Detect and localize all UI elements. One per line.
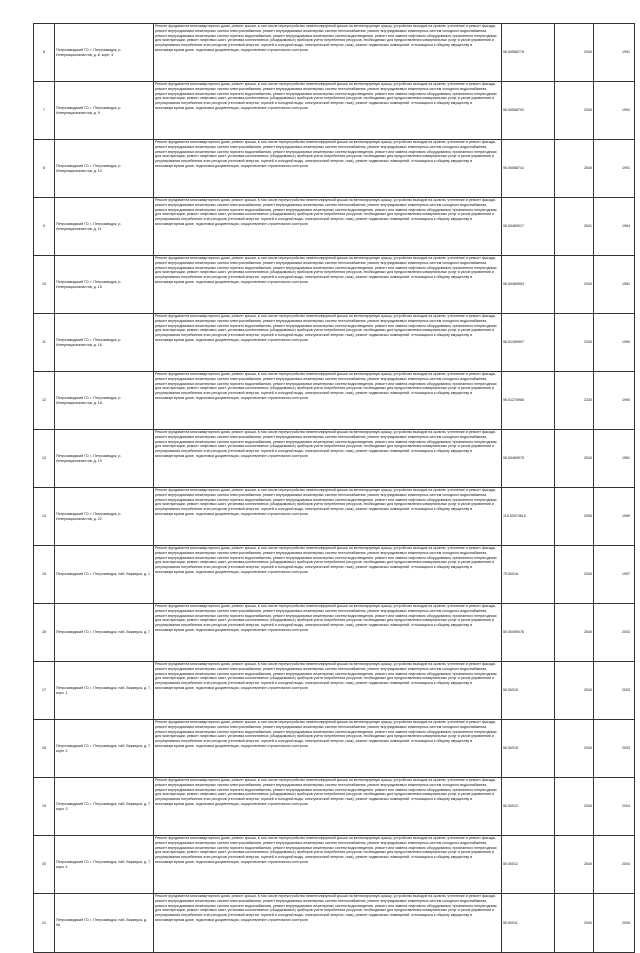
work-types-cell: Ремонт фундамента многоквартирного дома, ремонт крыши, в том числе переустройство невентилируемой крыши на вентилируемую крышу, устройство выходов на кровлю, утепление и ремонт фасада, ремонт внутридомовых инженерных систем электроснабжения, ремонт внутридомовых инженерных систем теплоснабжения, ремонт внутридомовых инженерных систем холодного водоснабжения, ремонт внутридомовых инженерных систем горячего водоснабжения, ремонт внутридомовых инженерных систем водоотведения, ремонт или замена лифтового оборудования, признанного непригодным для эксплуатации, ремонт лифтовых шахт, установка коллективных (общедомовых) приборов учета потребления ресурсов, необходимых для предоставления коммунальных услуг и узлов управления и регулирования потребления этих ресурсов (тепловой энергии, горячей и холодной воды, электрической энергии, газа), ремонт подвальных помещений, относящихся к общему имуществу в многоквартирном доме, подготовка документации, осуществление строительного контроля <box>154 894 502 953</box>
cadastral-cell: 50.50011 <box>502 894 555 953</box>
row-number-cell: 17 <box>34 662 55 720</box>
area-cell: 2540 <box>555 836 594 894</box>
year-cell: 1997 <box>594 546 635 604</box>
area-cell: 2540 <box>555 546 594 604</box>
table-row <box>34 894 635 953</box>
year-cell: 1990 <box>594 372 635 430</box>
address-cell: Петрозаводский ГО, г. Петрозаводск, наб. Варкауса, д. 1 <box>55 546 154 604</box>
address-cell: Петрозаводский ГО, г. Петрозаводск, р. Интернационалистов, д. 11 <box>55 198 154 256</box>
row-number-cell: 10 <box>34 256 55 314</box>
address-cell: Петрозаводский ГО, г. Петрозаводск, р. Интернационалистов, д. 8, корп. 4 <box>55 24 154 82</box>
work-types-cell: Ремонт фундамента многоквартирного дома, ремонт крыши, в том числе переустройство невентилируемой крыши на вентилируемую крышу, устройство выходов на кровлю, утепление и ремонт фасада, ремонт внутридомовых инженерных систем электроснабжения, ремонт внутридомовых инженерных систем теплоснабжения, ремонт внутридомовых инженерных систем холодного водоснабжения, ремонт внутридомовых инженерных систем горячего водоснабжения, ремонт внутридомовых инженерных систем водоотведения, ремонт или замена лифтового оборудования, признанного непригодным для эксплуатации, ремонт лифтовых шахт, установка коллективных (общедомовых) приборов учета потребления ресурсов, необходимых для предоставления коммунальных услуг и узлов управления и регулирования потребления этих ресурсов (тепловой энергии, горячей и холодной воды, электрической энергии, газа), ремонт подвальных помещений, относящихся к общему имуществу в многоквартирном доме, подготовка документации, осуществление строительного контроля <box>154 314 502 372</box>
work-types-cell: Ремонт фундамента многоквартирного дома, ремонт крыши, в том числе переустройство невентилируемой крыши на вентилируемую крышу, устройство выходов на кровлю, утепление и ремонт фасада, ремонт внутридомовых инженерных систем электроснабжения, ремонт внутридомовых инженерных систем теплоснабжения, ремонт внутридомовых инженерных систем холодного водоснабжения, ремонт внутридомовых инженерных систем горячего водоснабжения, ремонт внутридомовых инженерных систем водоотведения, ремонт или замена лифтового оборудования, признанного непригодным для эксплуатации, ремонт лифтовых шахт, установка коллективных (общедомовых) приборов учета потребления ресурсов, необходимых для предоставления коммунальных услуг и узлов управления и регулирования потребления этих ресурсов (тепловой энергии, горячей и холодной воды, электрической энергии, газа), ремонт подвальных помещений, относящихся к общему имуществу в многоквартирном доме, подготовка документации, осуществление строительного контроля <box>154 662 502 720</box>
work-types-cell: Ремонт фундамента многоквартирного дома, ремонт крыши, в том числе переустройство невентилируемой крыши на вентилируемую крышу, устройство выходов на кровлю, утепление и ремонт фасада, ремонт внутридомовых инженерных систем электроснабжения, ремонт внутридомовых инженерных систем теплоснабжения, ремонт внутридомовых инженерных систем холодного водоснабжения, ремонт внутридомовых инженерных систем горячего водоснабжения, ремонт внутридомовых инженерных систем водоотведения, ремонт или замена лифтового оборудования, признанного непригодным для эксплуатации, ремонт лифтовых шахт, установка коллективных (общедомовых) приборов учета потребления ресурсов, необходимых для предоставления коммунальных услуг и узлов управления и регулирования потребления этих ресурсов (тепловой энергии, горячей и холодной воды, электрической энергии, газа), ремонт подвальных помещений, относящихся к общему имуществу в многоквартирном доме, подготовка документации, осуществление строительного контроля <box>154 140 502 198</box>
table-row <box>34 82 635 140</box>
work-types-cell: Ремонт фундамента многоквартирного дома, ремонт крыши, в том числе переустройство невентилируемой крыши на вентилируемую крышу, устройство выходов на кровлю, утепление и ремонт фасада, ремонт внутридомовых инженерных систем электроснабжения, ремонт внутридомовых инженерных систем теплоснабжения, ремонт внутридомовых инженерных систем холодного водоснабжения, ремонт внутридомовых инженерных систем горячего водоснабжения, ремонт внутридомовых инженерных систем водоотведения, ремонт или замена лифтового оборудования, признанного непригодным для эксплуатации, ремонт лифтовых шахт, установка коллективных (общедомовых) приборов учета потребления ресурсов, необходимых для предоставления коммунальных услуг и узлов управления и регулирования потребления этих ресурсов (тепловой энергии, горячей и холодной воды, электрической энергии, газа), ремонт подвальных помещений, относящихся к общему имуществу в многоквартирном доме, подготовка документации, осуществление строительного контроля <box>154 836 502 894</box>
year-cell: 2004 <box>594 836 635 894</box>
table-row <box>34 720 635 778</box>
year-cell: 1992 <box>594 82 635 140</box>
year-cell: 1981 <box>594 256 635 314</box>
cadastral-cell: 96.50469975 <box>502 430 555 488</box>
area-cell: 2540 <box>555 24 594 82</box>
area-cell: 2330 <box>555 372 594 430</box>
cadastral-cell: 50.50015 <box>502 662 555 720</box>
table-row <box>34 24 635 82</box>
area-cell: 2540 <box>555 604 594 662</box>
registry-table-body <box>34 24 635 953</box>
table-row <box>34 372 635 430</box>
cadastral-cell: 50.50012 <box>502 778 555 836</box>
address-cell: Петрозаводский ГО, г. Петрозаводск, наб. Варкауса, д. 7 <box>55 604 154 662</box>
cadastral-cell: 96.50568792 <box>502 82 555 140</box>
table-row <box>34 836 635 894</box>
cadastral-cell: 50.50015 <box>502 720 555 778</box>
year-cell: 2003 <box>594 720 635 778</box>
row-number-cell: 15 <box>34 546 55 604</box>
work-types-cell: Ремонт фундамента многоквартирного дома, ремонт крыши, в том числе переустройство невентилируемой крыши на вентилируемую крышу, устройство выходов на кровлю, утепление и ремонт фасада, ремонт внутридомовых инженерных систем электроснабжения, ремонт внутридомовых инженерных систем теплоснабжения, ремонт внутридомовых инженерных систем холодного водоснабжения, ремонт внутридомовых инженерных систем горячего водоснабжения, ремонт внутридомовых инженерных систем водоотведения, ремонт или замена лифтового оборудования, признанного непригодным для эксплуатации, ремонт лифтовых шахт, установка коллективных (общедомовых) приборов учета потребления ресурсов, необходимых для предоставления коммунальных услуг и узлов управления и регулирования потребления этих ресурсов (тепловой энергии, горячей и холодной воды, электрической энергии, газа), ремонт подвальных помещений, относящихся к общему имуществу в многоквартирном доме, подготовка документации, осуществление строительного контроля <box>154 198 502 256</box>
row-number-cell: 14 <box>34 488 55 546</box>
table-row <box>34 662 635 720</box>
row-number-cell: 6 <box>34 24 55 82</box>
row-number-cell: 8 <box>34 140 55 198</box>
area-cell: 2540 <box>555 778 594 836</box>
address-cell: Петрозаводский ГО, г. Петрозаводск, р. Интернационалистов, д. 18 <box>55 372 154 430</box>
work-types-cell: Ремонт фундамента многоквартирного дома, ремонт крыши, в том числе переустройство невентилируемой крыши на вентилируемую крышу, устройство выходов на кровлю, утепление и ремонт фасада, ремонт внутридомовых инженерных систем электроснабжения, ремонт внутридомовых инженерных систем теплоснабжения, ремонт внутридомовых инженерных систем холодного водоснабжения, ремонт внутридомовых инженерных систем горячего водоснабжения, ремонт внутридомовых инженерных систем водоотведения, ремонт или замена лифтового оборудования, признанного непригодным для эксплуатации, ремонт лифтовых шахт, установка коллективных (общедомовых) приборов учета потребления ресурсов, необходимых для предоставления коммунальных услуг и узлов управления и регулирования потребления этих ресурсов (тепловой энергии, горячей и холодной воды, электрической энергии, газа), ремонт подвальных помещений, относящихся к общему имуществу в многоквартирном доме, подготовка документации, осуществление строительного контроля <box>154 604 502 662</box>
address-cell: Петрозаводский ГО, г. Петрозаводск, наб. Варкауса, д. 7, корп. 2 <box>55 720 154 778</box>
table-row <box>34 198 635 256</box>
work-types-cell: Ремонт фундамента многоквартирного дома, ремонт крыши, в том числе переустройство невентилируемой крыши на вентилируемую крышу, устройство выходов на кровлю, утепление и ремонт фасада, ремонт внутридомовых инженерных систем электроснабжения, ремонт внутридомовых инженерных систем теплоснабжения, ремонт внутридомовых инженерных систем холодного водоснабжения, ремонт внутридомовых инженерных систем горячего водоснабжения, ремонт внутридомовых инженерных систем водоотведения, ремонт или замена лифтового оборудования, признанного непригодным для эксплуатации, ремонт лифтовых шахт, установка коллективных (общедомовых) приборов учета потребления ресурсов, необходимых для предоставления коммунальных услуг и узлов управления и регулирования потребления этих ресурсов (тепловой энергии, горячей и холодной воды, электрической энергии, газа), ремонт подвальных помещений, относящихся к общему имуществу в многоквартирном доме, подготовка документации, осуществление строительного контроля <box>154 720 502 778</box>
area-cell: 2540 <box>555 430 594 488</box>
address-cell: Петрозаводский ГО, г. Петрозаводск, р. Интернационалистов, д. 22 <box>55 488 154 546</box>
table-row <box>34 546 635 604</box>
year-cell: 1991 <box>594 24 635 82</box>
work-types-cell: Ремонт фундамента многоквартирного дома, ремонт крыши, в том числе переустройство невентилируемой крыши на вентилируемую крышу, устройство выходов на кровлю, утепление и ремонт фасада, ремонт внутридомовых инженерных систем электроснабжения, ремонт внутридомовых инженерных систем теплоснабжения, ремонт внутридомовых инженерных систем холодного водоснабжения, ремонт внутридомовых инженерных систем горячего водоснабжения, ремонт внутридомовых инженерных систем водоотведения, ремонт или замена лифтового оборудования, признанного непригодным для эксплуатации, ремонт лифтовых шахт, установка коллективных (общедомовых) приборов учета потребления ресурсов, необходимых для предоставления коммунальных услуг и узлов управления и регулирования потребления этих ресурсов (тепловой энергии, горячей и холодной воды, электрической энергии, газа), ремонт подвальных помещений, относящихся к общему имуществу в многоквартирном доме, подготовка документации, осуществление строительного контроля <box>154 778 502 836</box>
year-cell: 1984 <box>594 198 635 256</box>
table-row <box>34 778 635 836</box>
row-number-cell: 12 <box>34 372 55 430</box>
cadastral-cell: 96.51270966 <box>502 372 555 430</box>
address-cell: Петрозаводский ГО, г. Петрозаводск, р. Интернационалистов, д. 9 <box>55 82 154 140</box>
work-types-cell: Ремонт фундамента многоквартирного дома, ремонт крыши, в том числе переустройство невентилируемой крыши на вентилируемую крышу, устройство выходов на кровлю, утепление и ремонт фасада, ремонт внутридомовых инженерных систем электроснабжения, ремонт внутридомовых инженерных систем теплоснабжения, ремонт внутридомовых инженерных систем холодного водоснабжения, ремонт внутридомовых инженерных систем горячего водоснабжения, ремонт внутридомовых инженерных систем водоотведения, ремонт или замена лифтового оборудования, признанного непригодным для эксплуатации, ремонт лифтовых шахт, установка коллективных (общедомовых) приборов учета потребления ресурсов, необходимых для предоставления коммунальных услуг и узлов управления и регулирования потребления этих ресурсов (тепловой энергии, горячей и холодной воды, электрической энергии, газа), ремонт подвальных помещений, относящихся к общему имуществу в многоквартирном доме, подготовка документации, осуществление строительного контроля <box>154 82 502 140</box>
table-row <box>34 256 635 314</box>
area-cell: 2540 <box>555 720 594 778</box>
cadastral-cell: 50.50012 <box>502 836 555 894</box>
address-cell: Петрозаводский ГО, г. Петрозаводск, р. Интернационалистов, д. 16 <box>55 314 154 372</box>
work-types-cell: Ремонт фундамента многоквартирного дома, ремонт крыши, в том числе переустройство невентилируемой крыши на вентилируемую крышу, устройство выходов на кровлю, утепление и ремонт фасада, ремонт внутридомовых инженерных систем электроснабжения, ремонт внутридомовых инженерных систем теплоснабжения, ремонт внутридомовых инженерных систем холодного водоснабжения, ремонт внутридомовых инженерных систем горячего водоснабжения, ремонт внутридомовых инженерных систем водоотведения, ремонт или замена лифтового оборудования, признанного непригодным для эксплуатации, ремонт лифтовых шахт, установка коллективных (общедомовых) приборов учета потребления ресурсов, необходимых для предоставления коммунальных услуг и узлов управления и регулирования потребления этих ресурсов (тепловой энергии, горячей и холодной воды, электрической энергии, газа), ремонт подвальных помещений, относящихся к общему имуществу в многоквартирном доме, подготовка документации, осуществление строительного контроля <box>154 430 502 488</box>
work-types-cell: Ремонт фундамента многоквартирного дома, ремонт крыши, в том числе переустройство невентилируемой крыши на вентилируемую крышу, устройство выходов на кровлю, утепление и ремонт фасада, ремонт внутридомовых инженерных систем электроснабжения, ремонт внутридомовых инженерных систем теплоснабжения, ремонт внутридомовых инженерных систем холодного водоснабжения, ремонт внутридомовых инженерных систем горячего водоснабжения, ремонт внутридомовых инженерных систем водоотведения, ремонт или замена лифтового оборудования, признанного непригодным для эксплуатации, ремонт лифтовых шахт, установка коллективных (общедомовых) приборов учета потребления ресурсов, необходимых для предоставления коммунальных услуг и узлов управления и регулирования потребления этих ресурсов (тепловой энергии, горячей и холодной воды, электрической энергии, газа), ремонт подвальных помещений, относящихся к общему имуществу в многоквартирном доме, подготовка документации, осуществление строительного контроля <box>154 546 502 604</box>
cadastral-cell: 96.50469954 <box>502 256 555 314</box>
area-cell: 2330 <box>555 314 594 372</box>
row-number-cell: 19 <box>34 778 55 836</box>
year-cell: 1981 <box>594 430 635 488</box>
address-cell: Петрозаводский ГО, г. Петрозаводск, р. Интернационалистов, д. 10 <box>55 140 154 198</box>
year-cell: 2004 <box>594 778 635 836</box>
area-cell: 2540 <box>555 256 594 314</box>
cadastral-cell: 50.50059476 <box>502 604 555 662</box>
work-types-cell: Ремонт фундамента многоквартирного дома, ремонт крыши, в том числе переустройство невентилируемой крыши на вентилируемую крышу, устройство выходов на кровлю, утепление и ремонт фасада, ремонт внутридомовых инженерных систем электроснабжения, ремонт внутридомовых инженерных систем теплоснабжения, ремонт внутридомовых инженерных систем холодного водоснабжения, ремонт внутридомовых инженерных систем горячего водоснабжения, ремонт внутридомовых инженерных систем водоотведения, ремонт или замена лифтового оборудования, признанного непригодным для эксплуатации, ремонт лифтовых шахт, установка коллективных (общедомовых) приборов учета потребления ресурсов, необходимых для предоставления коммунальных услуг и узлов управления и регулирования потребления этих ресурсов (тепловой энергии, горячей и холодной воды, электрической энергии, газа), ремонт подвальных помещений, относящихся к общему имуществу в многоквартирном доме, подготовка документации, осуществление строительного контроля <box>154 24 502 82</box>
table-row <box>34 314 635 372</box>
year-cell: 1991 <box>594 140 635 198</box>
row-number-cell: 18 <box>34 720 55 778</box>
cadastral-cell: 75.50018 <box>502 546 555 604</box>
row-number-cell: 20 <box>34 836 55 894</box>
cadastral-cell: 115.50974615 <box>502 488 555 546</box>
row-number-cell: 11 <box>34 314 55 372</box>
area-cell: 2540 <box>555 140 594 198</box>
table-row <box>34 488 635 546</box>
address-cell: Петрозаводский ГО, г. Петрозаводск, наб. Варкауса, д. 9а <box>55 894 154 953</box>
address-cell: Петрозаводский ГО, г. Петрозаводск, р. Интернационалистов, д. 19 <box>55 430 154 488</box>
year-cell: 2003 <box>594 662 635 720</box>
area-cell: 2540 <box>555 662 594 720</box>
repair-registry-table <box>33 23 635 953</box>
cadastral-cell: 96.50568776 <box>502 24 555 82</box>
cadastral-cell: 96.50568741 <box>502 140 555 198</box>
area-cell: 2540 <box>555 82 594 140</box>
work-types-cell: Ремонт фундамента многоквартирного дома, ремонт крыши, в том числе переустройство невентилируемой крыши на вентилируемую крышу, устройство выходов на кровлю, утепление и ремонт фасада, ремонт внутридомовых инженерных систем электроснабжения, ремонт внутридомовых инженерных систем теплоснабжения, ремонт внутридомовых инженерных систем холодного водоснабжения, ремонт внутридомовых инженерных систем горячего водоснабжения, ремонт внутридомовых инженерных систем водоотведения, ремонт или замена лифтового оборудования, признанного непригодным для эксплуатации, ремонт лифтовых шахт, установка коллективных (общедомовых) приборов учета потребления ресурсов, необходимых для предоставления коммунальных услуг и узлов управления и регулирования потребления этих ресурсов (тепловой энергии, горячей и холодной воды, электрической энергии, газа), ремонт подвальных помещений, относящихся к общему имуществу в многоквартирном доме, подготовка документации, осуществление строительного контроля <box>154 488 502 546</box>
area-cell: 2541 <box>555 198 594 256</box>
work-types-cell: Ремонт фундамента многоквартирного дома, ремонт крыши, в том числе переустройство невентилируемой крыши на вентилируемую крышу, устройство выходов на кровлю, утепление и ремонт фасада, ремонт внутридомовых инженерных систем электроснабжения, ремонт внутридомовых инженерных систем теплоснабжения, ремонт внутридомовых инженерных систем холодного водоснабжения, ремонт внутридомовых инженерных систем горячего водоснабжения, ремонт внутридомовых инженерных систем водоотведения, ремонт или замена лифтового оборудования, признанного непригодным для эксплуатации, ремонт лифтовых шахт, установка коллективных (общедомовых) приборов учета потребления ресурсов, необходимых для предоставления коммунальных услуг и узлов управления и регулирования потребления этих ресурсов (тепловой энергии, горячей и холодной воды, электрической энергии, газа), ремонт подвальных помещений, относящихся к общему имуществу в многоквартирном доме, подготовка документации, осуществление строительного контроля <box>154 256 502 314</box>
cadastral-cell: 96.51269907 <box>502 314 555 372</box>
address-cell: Петрозаводский ГО, г. Петрозаводск, наб. Варкауса, д. 7, корп. 3 <box>55 778 154 836</box>
row-number-cell: 13 <box>34 430 55 488</box>
address-cell: Петрозаводский ГО, г. Петрозаводск, наб. Варкауса, д. 7, корп. 1 <box>55 662 154 720</box>
row-number-cell: 9 <box>34 198 55 256</box>
row-number-cell: 21 <box>34 894 55 953</box>
year-cell: 2005 <box>594 894 635 953</box>
cadastral-cell: 96.50469017 <box>502 198 555 256</box>
area-cell: 2540 <box>555 894 594 953</box>
table-row <box>34 430 635 488</box>
year-cell: 1989 <box>594 488 635 546</box>
row-number-cell: 7 <box>34 82 55 140</box>
table-row <box>34 140 635 198</box>
work-types-cell: Ремонт фундамента многоквартирного дома, ремонт крыши, в том числе переустройство невентилируемой крыши на вентилируемую крышу, устройство выходов на кровлю, утепление и ремонт фасада, ремонт внутридомовых инженерных систем электроснабжения, ремонт внутридомовых инженерных систем теплоснабжения, ремонт внутридомовых инженерных систем холодного водоснабжения, ремонт внутридомовых инженерных систем горячего водоснабжения, ремонт внутридомовых инженерных систем водоотведения, ремонт или замена лифтового оборудования, признанного непригодным для эксплуатации, ремонт лифтовых шахт, установка коллективных (общедомовых) приборов учета потребления ресурсов, необходимых для предоставления коммунальных услуг и узлов управления и регулирования потребления этих ресурсов (тепловой энергии, горячей и холодной воды, электрической энергии, газа), ремонт подвальных помещений, относящихся к общему имуществу в многоквартирном доме, подготовка документации, осуществление строительного контроля <box>154 372 502 430</box>
year-cell: 1990 <box>594 314 635 372</box>
address-cell: Петрозаводский ГО, г. Петрозаводск, наб. Варкауса, д. 7, корп. 4 <box>55 836 154 894</box>
address-cell: Петрозаводский ГО, г. Петрозаводск, р. Интернационалистов, д. 15 <box>55 256 154 314</box>
year-cell: 2003 <box>594 604 635 662</box>
table-row <box>34 604 635 662</box>
area-cell: 2595 <box>555 488 594 546</box>
row-number-cell: 16 <box>34 604 55 662</box>
